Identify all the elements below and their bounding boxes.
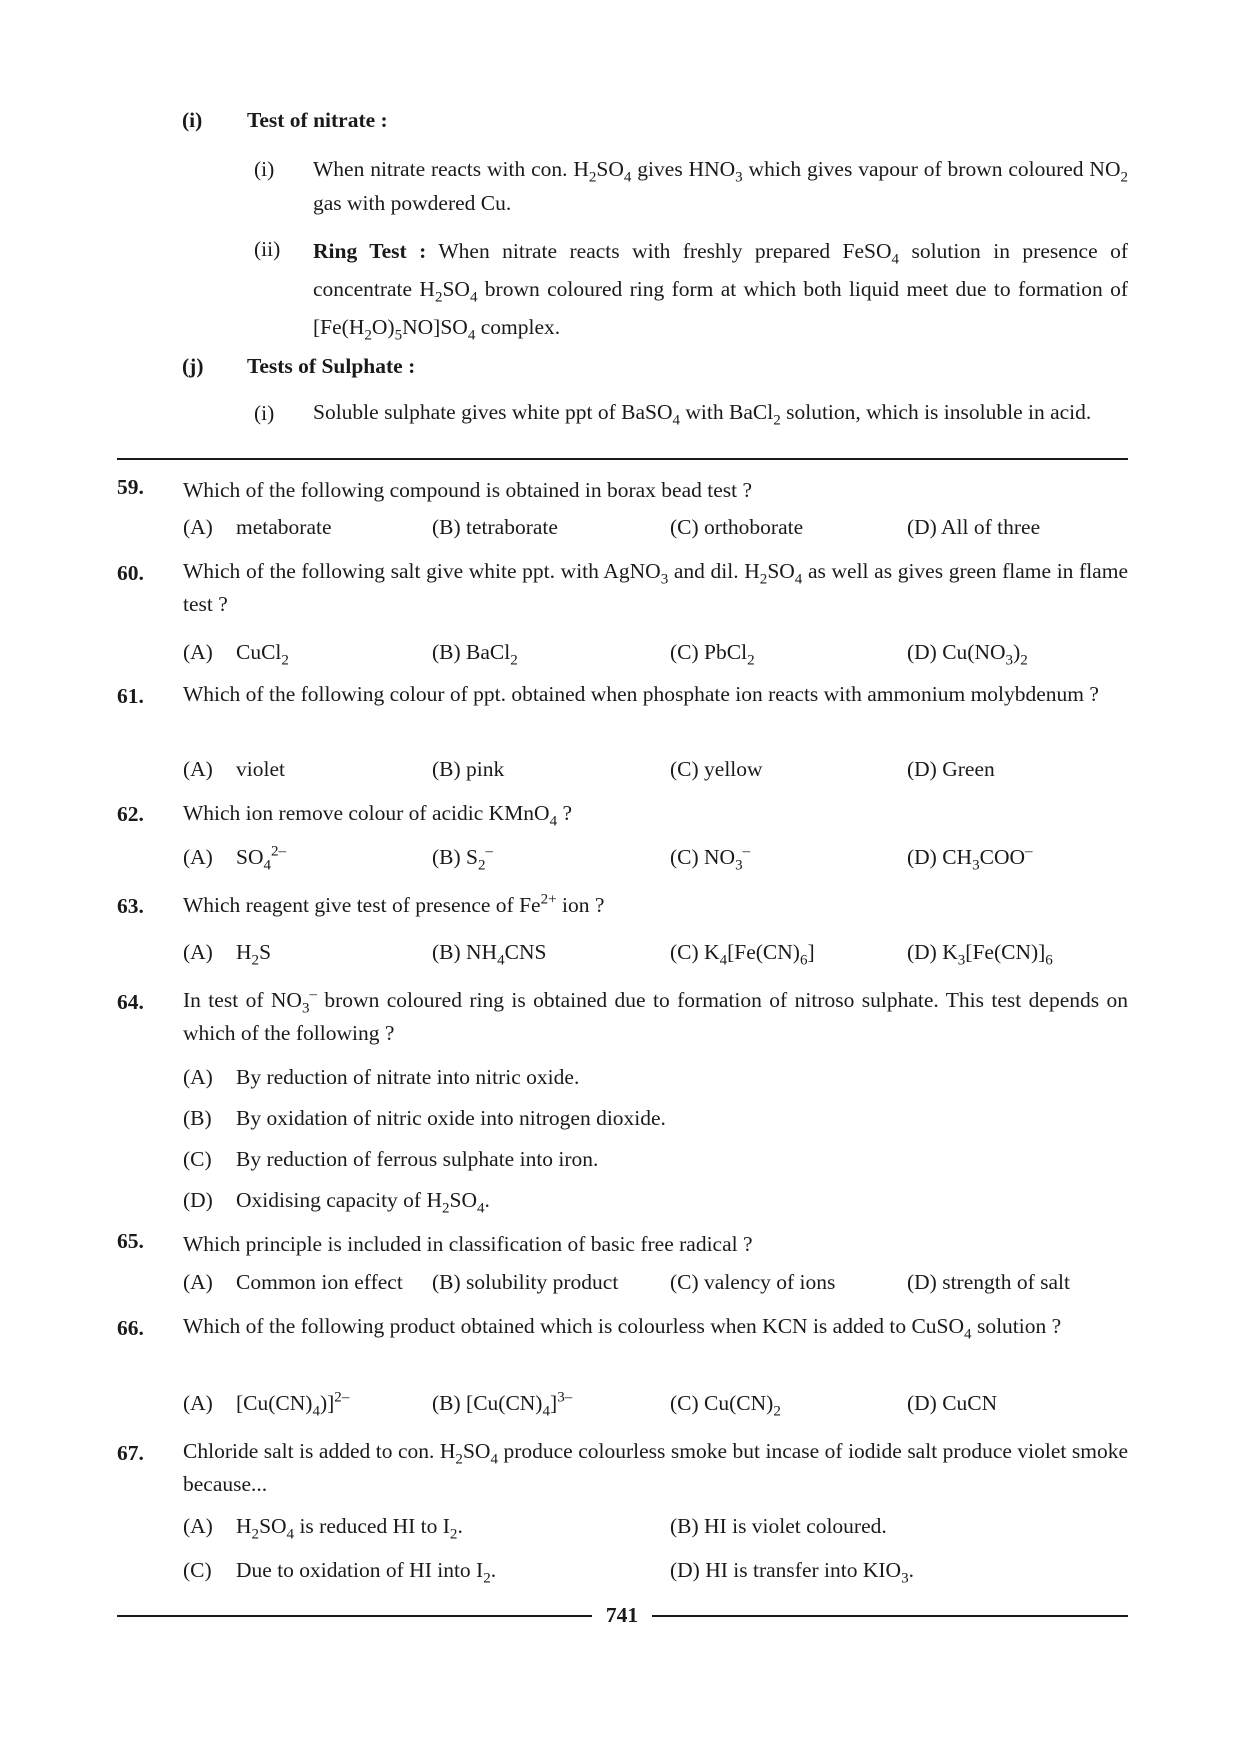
question-67-text: Chloride salt is added to con. $H_2SO_4$ produce colourless smoke but incase of iodide salt produce violet smoke because... xyxy=(183,1439,1129,1496)
q62-option-b: (B) $S_2^-$ xyxy=(432,843,494,874)
q59-option-c: (C) orthoborate xyxy=(670,515,804,539)
q60-option-b: (B) BaCl$_2$ xyxy=(432,640,518,669)
q65-option-a: (A) Common ion effect xyxy=(183,1270,403,1294)
q64-option-c: (C) By reduction of ferrous sulphate into iron. xyxy=(183,1147,599,1171)
q63-option-c: (C) $K_4[Fe(CN)_6]$ xyxy=(670,940,815,969)
ring-test-text: Ring Test : When nitrate reacts with freshly prepared FeSO$_4$ solution in presence of concentrate $H_2SO_4$ brown coloured ring form at which both liquid meet due to formation of $[Fe(H_2O)_5NO]SO_4$ complex. xyxy=(313,239,1128,344)
q59-option-b: (B) tetraborate xyxy=(432,515,558,539)
section-heading-nitrate: Test of nitrate : xyxy=(247,108,388,132)
item-number: (ii) xyxy=(254,237,281,261)
question-61-text: Which of the following colour of ppt. obtained when phosphate ion reacts with ammonium molybdenum ? xyxy=(183,682,1099,706)
q65-option-d: (D) strength of salt xyxy=(907,1270,1071,1294)
question-59-text: Which of the following compound is obtained in borax bead test ? xyxy=(183,478,753,502)
q65-option-c: (C) valency of ions xyxy=(670,1270,836,1294)
q61-option-d: (D) Green xyxy=(907,757,995,781)
page-number: 741 xyxy=(605,1603,639,1627)
q67-option-b: (B) HI is violet coloured. xyxy=(670,1514,887,1538)
q67-option-d: (D) HI is transfer into $KIO_3$. xyxy=(670,1558,914,1587)
q62-option-a: (A) $SO_4^{2-}$ xyxy=(183,843,287,874)
item-number: (i) xyxy=(254,157,275,181)
footer-rule-right xyxy=(652,1615,1128,1617)
q62-option-d: (D) $CH_3COO^-$ xyxy=(907,843,1033,874)
question-number-65: 65. xyxy=(117,1229,144,1253)
section-label-i: (i) xyxy=(182,108,203,132)
question-64-text: In test of $NO_3^-$ brown coloured ring is obtained due to formation of nitroso sulphate. This test depends on which of the following ? xyxy=(183,986,1128,1045)
question-number-66: 66. xyxy=(117,1316,144,1340)
q66-option-c: (C) $Cu(CN)_2$ xyxy=(670,1391,781,1420)
question-66-text: Which of the following product obtained which is colourless when KCN is added to CuSO$_4$ solution ? xyxy=(183,1314,1062,1343)
question-number-61: 61. xyxy=(117,684,144,708)
q59-option-d: (D) All of three xyxy=(907,515,1041,539)
question-number-59: 59. xyxy=(117,475,144,499)
question-62-text: Which ion remove colour of acidic KMnO$_4$ ? xyxy=(183,801,573,830)
question-number-64: 64. xyxy=(117,990,144,1014)
question-60-text: Which of the following salt give white ppt. with AgNO$_3$ and dil. $H_2SO_4$ as well as gives green flame in flame test ? xyxy=(183,559,1128,616)
sulphate-test-text: Soluble sulphate gives white ppt of BaSO$_4$ with BaCl$_2$ solution, which is insoluble in acid. xyxy=(313,400,1092,429)
q61-option-c: (C) yellow xyxy=(670,757,763,781)
question-65-text: Which principle is included in classification of basic free radical ? xyxy=(183,1232,753,1256)
q67-option-a: (A) $H_2SO_4$ is reduced HI to $I_2$. xyxy=(183,1514,463,1543)
q60-option-c: (C) PbCl$_2$ xyxy=(670,640,755,669)
section-heading-sulphate: Tests of Sulphate : xyxy=(247,354,416,378)
question-number-60: 60. xyxy=(117,561,144,585)
q59-option-a: (A) metaborate xyxy=(183,515,332,539)
q65-option-b: (B) solubility product xyxy=(432,1270,619,1294)
question-number-67: 67. xyxy=(117,1441,144,1465)
nitrate-test-1: When nitrate reacts with con. $H_2SO_4$ gives $HNO_3$ which gives vapour of brown coloured $NO_2$ gas with powdered Cu. xyxy=(313,157,1129,215)
question-number-63: 63. xyxy=(117,894,144,918)
item-number: (i) xyxy=(254,401,275,425)
footer-rule-left xyxy=(117,1615,592,1617)
q63-option-d: (D) $K_3[Fe(CN)]_6$ xyxy=(907,940,1053,969)
q66-option-b: (B) $[Cu(CN)_4]^{3-}$ xyxy=(432,1389,573,1420)
q64-option-a: (A) By reduction of nitrate into nitric oxide. xyxy=(183,1065,580,1089)
q63-option-b: (B) $NH_4CNS$ xyxy=(432,940,547,969)
q61-option-a: (A) violet xyxy=(183,757,285,781)
q67-option-c: (C) Due to oxidation of HI into $I_2$. xyxy=(183,1558,497,1587)
q66-option-d: (D) CuCN xyxy=(907,1391,998,1415)
q64-option-d: (D) Oxidising capacity of $H_2SO_4$. xyxy=(183,1188,490,1217)
q60-option-d: (D) $Cu(NO_3)_2$ xyxy=(907,640,1028,669)
q63-option-a: (A) $H_2S$ xyxy=(183,940,272,969)
section-divider xyxy=(117,458,1128,460)
q62-option-c: (C) $NO_3^-$ xyxy=(670,843,751,874)
question-63-text: Which reagent give test of presence of $Fe^{2+}$ ion ? xyxy=(183,891,605,917)
q61-option-b: (B) pink xyxy=(432,757,505,781)
question-number-62: 62. xyxy=(117,802,144,826)
section-label-j: (j) xyxy=(182,354,204,378)
q60-option-a: (A) CuCl$_2$ xyxy=(183,640,289,669)
q64-option-b: (B) By oxidation of nitric oxide into nitrogen dioxide. xyxy=(183,1106,666,1130)
q66-option-a: (A) $[Cu(CN)_4)]^{2-}$ xyxy=(183,1389,350,1420)
